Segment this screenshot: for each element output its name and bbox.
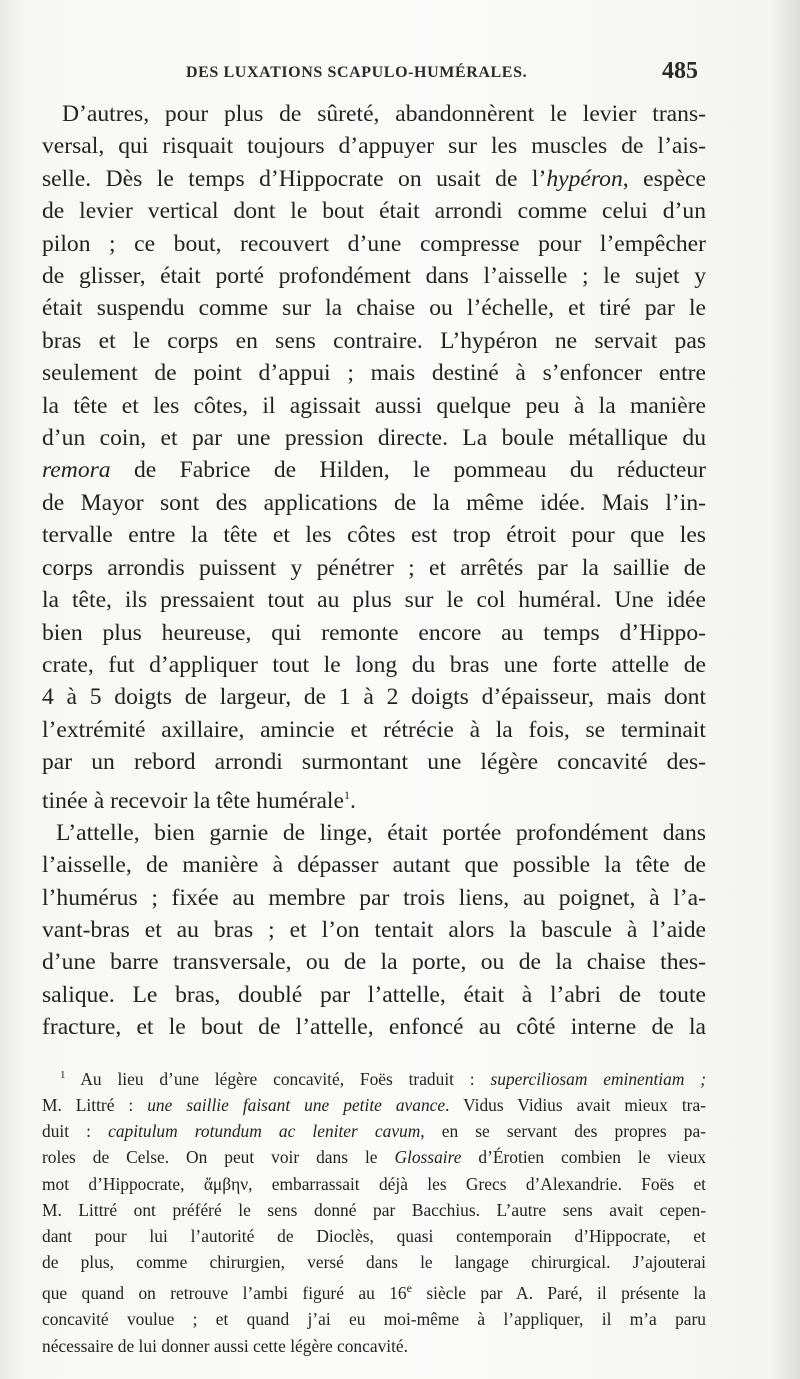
footnote-line: M. Littré : une saillie faisant une petite avance. Vidus Vidius avait mieux tra- — [42, 1095, 706, 1115]
footnote — [42, 1062, 706, 1359]
footnote-marker: 1 — [60, 1069, 66, 1081]
text-line: corps arrondis puissent y pénétrer ; et arrêtés par la saillie de — [42, 554, 706, 581]
text-line: de levier vertical dont le bout était arrondi comme celui d’un — [42, 198, 706, 225]
footnote-line: concavité voulue ; et quand j’ai eu moi-même à l’appliquer, il m’a paru — [42, 1309, 706, 1330]
text-line: par un rebord arrondi surmontant une légère concavité des- — [42, 749, 706, 776]
footnote-line: mot d’Hippocrate, ἄμβην, embarrassait déjà les Grecs d’Alexandrie. Foës et — [42, 1173, 706, 1194]
text-line: l’extrémité axillaire, amincie et rétrécie à la fois, se terminait — [42, 716, 706, 743]
footnote-line: de plus, comme chirurgien, versé dans le langage chirurgical. J’ajouterai — [42, 1252, 706, 1273]
text-line: L’attelle, bien garnie de linge, était portée profondément dans — [56, 819, 706, 846]
text-line: la tête et les côtes, il agissait aussi quelque peu à la manière — [42, 392, 706, 419]
text-line: de Mayor sont des applications de la même idée. Mais l’in- — [42, 489, 706, 516]
text-line: d’un coin, et par une pression directe. La boule métallique du — [42, 425, 706, 452]
text-line: selle. Dès le temps d’Hippocrate on usait de l’hypéron, espèce — [42, 165, 707, 192]
footnote-line: dant pour lui l’autorité de Dioclès, quasi contemporain d’Hippocrate, et — [42, 1226, 706, 1247]
footnote-line: que quand on retrouve l’ambi figuré au 16e siècle par A. Paré, il présente la — [42, 1281, 706, 1304]
text-line: l’humérus ; fixée au membre par trois liens, au poignet, à l’a- — [42, 884, 706, 911]
text-line: 4 à 5 doigts de largeur, de 1 à 2 doigts d’épaisseur, mais dont — [42, 684, 706, 711]
text-line: D’autres, pour plus de sûreté, abandonnèrent le levier trans- — [62, 101, 706, 127]
text-line: de glisser, était porté profondément dans l’aisselle ; le sujet y — [42, 263, 706, 290]
text-line: d’une barre transversale, ou de la porte, ou de la chaise thes- — [42, 949, 706, 976]
text-line: tervalle entre la tête et les côtes est trop étroit pour que les — [42, 522, 706, 549]
footnote-line: roles de Celse. On peut voir dans le Glossaire d’Érotien combien le vieux — [42, 1147, 706, 1168]
text-line: tinée à recevoir la tête humérale$^1$. — [42, 787, 356, 814]
text-line: vant-bras et au bras ; et l’on tentait alors la bascule à l’aide — [42, 917, 706, 944]
footnote-line: duit : capitulum rotundum ac leniter cavum, en se servant des propres pa- — [42, 1121, 706, 1142]
text-line: bras et le corps en sens contraire. L’hypéron ne servait pas — [42, 327, 706, 354]
footnote-line: nécessaire de lui donner aussi cette légère concavité. — [42, 1335, 408, 1356]
text-line: la tête, ils pressaient tout au plus sur le col huméral. Une idée — [42, 587, 706, 614]
text-line: seulement de point d’appui ; mais destiné à s’enfoncer entre — [42, 360, 706, 387]
text-line: l’aisselle, de manière à dépasser autant que possible la tête de — [42, 852, 706, 879]
text-line: fracture, et le bout de l’attelle, enfoncé au côté interne de la — [42, 1014, 706, 1041]
page-header — [38, 58, 702, 94]
text-line: était suspendu comme sur la chaise ou l’échelle, et tiré par le — [42, 295, 706, 322]
text-line: pilon ; ce bout, recouvert d’une compresse pour l’empêcher — [42, 230, 706, 257]
text-line: bien plus heureuse, qui remonte encore au temps d’Hippo- — [42, 619, 706, 646]
footnote-line: $^1$ Au lieu d’une légère concavité, Foës traduit : superciliosam eminentiam ; — [60, 1068, 707, 1089]
footnote-line: M. Littré ont préféré le sens donné par Bacchius. L’autre sens avait cepen- — [42, 1199, 706, 1220]
body-text — [42, 98, 706, 1044]
text-line: salique. Le bras, doublé par l’attelle, était à l’abri de toute — [42, 981, 706, 1008]
text-line: remora de Fabrice de Hilden, le pommeau du réducteur — [42, 457, 706, 484]
text-line: crate, fut d’appliquer tout le long du bras une forte attelle de — [42, 651, 706, 678]
text-line: versal, qui risquait toujours d’appuyer sur les muscles de l’ais- — [42, 133, 706, 160]
page-number: 485 — [662, 58, 698, 84]
running-title: DES LUXATIONS SCAPULO-HUMÉRALES. — [186, 64, 528, 81]
footnote-reference: 1 — [343, 787, 350, 802]
